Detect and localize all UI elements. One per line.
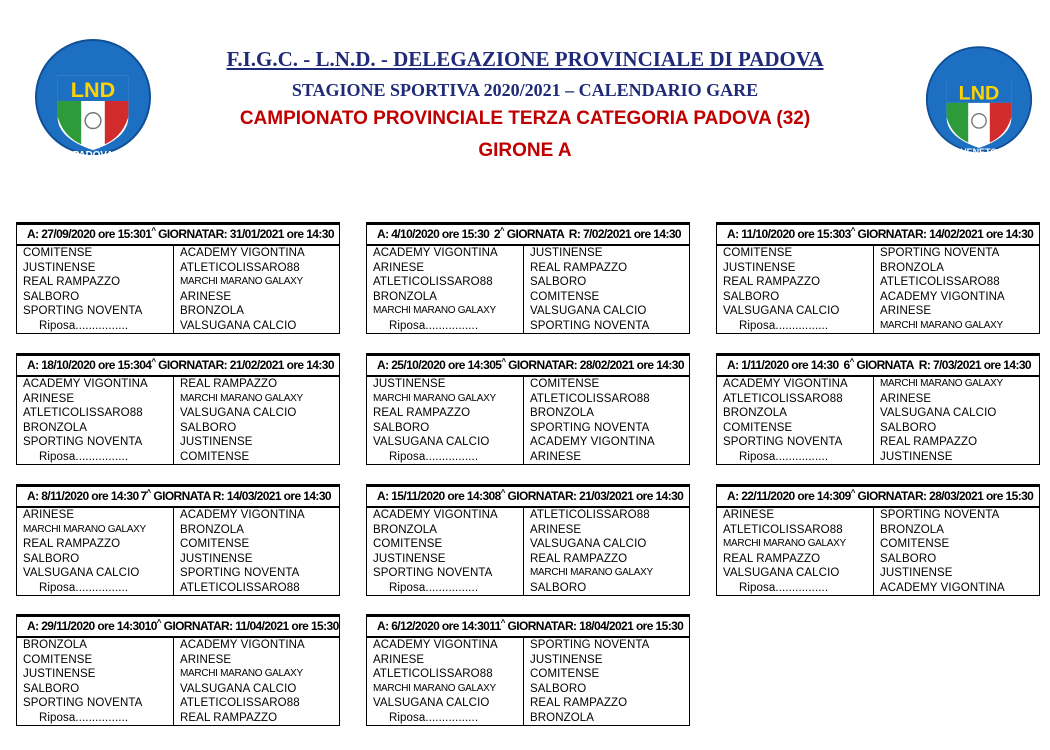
home-team: VALSUGANA CALCIO — [367, 435, 524, 450]
logo-left-text: LND — [70, 77, 116, 103]
home-team: SALBORO — [17, 682, 174, 697]
round-first-leg-date: A: 18/10/2020 ore 15:30 — [27, 357, 146, 372]
match-list — [367, 508, 689, 595]
round-number: 3^ GIORNATA — [844, 226, 915, 241]
round-return-date: R: 31/01/2021 ore 14:30 — [215, 226, 334, 241]
round-return-date: R: 28/03/2021 ore 15:30 — [914, 488, 1034, 503]
home-team: JUSTINENSE — [17, 261, 174, 276]
away-team: SPORTING NOVENTA — [180, 567, 300, 579]
away-team: SPORTING NOVENTA — [530, 319, 650, 332]
round-number: 10^ GIORNATA — [144, 618, 222, 633]
home-team: ATLETICOLISSARO88 — [17, 406, 174, 421]
home-team: JUSTINENSE — [717, 261, 874, 276]
round-box — [16, 222, 340, 334]
home-team: VALSUGANA CALCIO — [17, 566, 174, 581]
round-first-leg-date: A: 4/10/2020 ore 15:30 — [377, 226, 490, 241]
away-team: SPORTING NOVENTA — [530, 421, 650, 434]
season-title: STAGIONE SPORTIVA 2020/2021 – CALENDARIO GARE — [291, 80, 759, 100]
round-header — [17, 615, 339, 638]
home-team: SALBORO — [17, 552, 174, 567]
round-header — [367, 615, 689, 638]
logo-left-caption: PADOVA — [72, 150, 114, 162]
away-team: VALSUGANA CALCIO — [530, 305, 647, 317]
group-title: GIRONE A — [478, 140, 572, 161]
home-team: ACADEMY VIGONTINA — [367, 508, 524, 523]
match-list — [367, 377, 689, 464]
away-team: VALSUGANA CALCIO — [180, 682, 297, 695]
home-team: SPORTING NOVENTA — [17, 696, 174, 711]
away-team: REAL RAMPAZZO — [530, 697, 628, 709]
home-team: Riposa................ — [17, 319, 174, 334]
away-team: ATLETICOLISSARO88 — [530, 509, 650, 521]
home-team: MARCHI MARANO GALAXY — [367, 392, 524, 407]
round-box — [16, 614, 340, 726]
round-number: 8^ GIORNATA — [494, 488, 565, 503]
home-team: JUSTINENSE — [17, 667, 174, 682]
away-team: ARINESE — [180, 290, 232, 303]
home-team: MARCHI MARANO GALAXY — [367, 304, 524, 319]
round-box — [16, 353, 340, 465]
match-list — [367, 638, 689, 725]
home-team: VALSUGANA CALCIO — [717, 566, 874, 581]
home-team: COMITENSE — [17, 653, 174, 668]
home-team: ARINESE — [367, 653, 524, 668]
home-team: MARCHI MARANO GALAXY — [717, 537, 874, 552]
away-team: COMITENSE — [180, 538, 250, 550]
away-team: MARCHI MARANO GALAXY — [180, 276, 303, 287]
home-team: Riposa................ — [367, 450, 524, 465]
home-team: Riposa................ — [17, 581, 174, 596]
away-team: SALBORO — [880, 552, 937, 565]
home-team: BRONZOLA — [367, 523, 524, 538]
round-first-leg-date: A: 22/11/2020 ore 14:30 — [727, 488, 845, 503]
away-team: REAL RAMPAZZO — [530, 552, 628, 565]
home-team: BRONZOLA — [17, 421, 174, 436]
away-team: SALBORO — [880, 421, 937, 434]
away-team: COMITENSE — [530, 378, 600, 390]
round-first-leg-date: A: 8/11/2020 ore 14:30 — [27, 488, 139, 503]
away-team: SPORTING NOVENTA — [880, 247, 1000, 259]
away-team: MARCHI MARANO GALAXY — [880, 319, 1003, 331]
home-team: REAL RAMPAZZO — [367, 406, 524, 421]
home-team: VALSUGANA CALCIO — [367, 696, 524, 711]
home-team: ARINESE — [367, 261, 524, 276]
round-first-leg-date: A: 6/12/2020 ore 14:30 — [377, 618, 490, 633]
home-team: ACADEMY VIGONTINA — [367, 638, 524, 653]
round-return-date: R: 28/02/2021 ore 14:30 — [565, 357, 684, 372]
round-box — [716, 353, 1040, 465]
home-team: ARINESE — [17, 392, 174, 407]
away-team: MARCHI MARANO GALAXY — [180, 668, 303, 679]
away-team: ATLETICOLISSARO88 — [880, 276, 1000, 288]
away-team: REAL RAMPAZZO — [530, 261, 628, 274]
match-list — [367, 246, 689, 333]
away-team: BRONZOLA — [880, 523, 945, 536]
away-team: SPORTING NOVENTA — [530, 639, 650, 651]
away-team: MARCHI MARANO GALAXY — [880, 378, 1003, 389]
away-team: ATLETICOLISSARO88 — [530, 392, 650, 405]
match-list — [717, 508, 1039, 595]
round-box — [716, 222, 1040, 334]
home-team: Riposa................ — [717, 319, 874, 334]
round-return-date: R: 21/03/2021 ore 14:30 — [564, 488, 684, 503]
logo-right-caption: VENETO — [960, 147, 998, 158]
round-box — [366, 484, 690, 596]
home-team: SPORTING NOVENTA — [17, 435, 174, 450]
away-team: BRONZOLA — [880, 261, 945, 274]
round-number: 2^ GIORNATA — [493, 226, 565, 241]
match-list — [17, 377, 339, 464]
home-team: Riposa................ — [717, 581, 874, 596]
away-team: REAL RAMPAZZO — [180, 378, 278, 390]
round-return-date: R: 21/02/2021 ore 14:30 — [215, 357, 334, 372]
home-team: SALBORO — [717, 290, 874, 305]
home-team: SPORTING NOVENTA — [17, 304, 174, 319]
home-team: SALBORO — [367, 421, 524, 436]
round-number: 6^ GIORNATA — [843, 357, 914, 372]
round-first-leg-date: A: 29/11/2020 ore 14:30 — [27, 618, 145, 633]
home-team: ARINESE — [17, 508, 174, 523]
away-team: ACADEMY VIGONTINA — [880, 290, 1005, 303]
away-team: SALBORO — [530, 682, 587, 695]
away-team: ARINESE — [180, 653, 232, 666]
home-team: ACADEMY VIGONTINA — [17, 377, 174, 392]
home-team: COMITENSE — [367, 537, 524, 552]
away-team: JUSTINENSE — [880, 567, 953, 579]
home-team: Riposa................ — [367, 711, 524, 726]
away-team: ARINESE — [880, 305, 932, 317]
round-return-date: R: 14/03/2021 ore 14:30 — [212, 488, 331, 503]
away-team: BRONZOLA — [530, 407, 595, 419]
home-team: REAL RAMPAZZO — [717, 275, 874, 290]
away-team: ARINESE — [530, 523, 582, 536]
away-team: MARCHI MARANO GALAXY — [530, 567, 653, 578]
home-team: MARCHI MARANO GALAXY — [17, 523, 174, 538]
round-return-date: R: 7/03/2021 ore 14:30 — [918, 357, 1031, 372]
home-team: REAL RAMPAZZO — [17, 275, 174, 290]
home-team: ATLETICOLISSARO88 — [367, 667, 524, 682]
round-header — [17, 354, 339, 377]
round-box — [716, 484, 1040, 596]
round-header — [367, 354, 689, 377]
home-team: SPORTING NOVENTA — [367, 566, 524, 581]
round-header — [367, 223, 689, 246]
away-team: ACADEMY VIGONTINA — [180, 639, 305, 651]
away-team: ACADEMY VIGONTINA — [530, 436, 655, 448]
home-team: ATLETICOLISSARO88 — [367, 275, 524, 290]
home-team: SPORTING NOVENTA — [717, 435, 874, 450]
round-return-date: R: 7/02/2021 ore 14:30 — [568, 226, 681, 241]
away-team: REAL RAMPAZZO — [180, 711, 278, 724]
round-header — [717, 485, 1039, 508]
round-box — [366, 222, 690, 334]
home-team: ACADEMY VIGONTINA — [717, 377, 874, 392]
away-team: COMITENSE — [530, 290, 600, 303]
home-team: ACADEMY VIGONTINA — [367, 246, 524, 261]
away-team: JUSTINENSE — [530, 247, 603, 259]
round-header — [17, 223, 339, 246]
round-return-date: R: 18/04/2021 ore 15:30 — [564, 618, 684, 633]
round-number: 5^ GIORNATA — [495, 357, 566, 372]
away-team: VALSUGANA CALCIO — [880, 407, 997, 419]
away-team: ARINESE — [530, 450, 582, 463]
round-first-leg-date: A: 27/09/2020 ore 15:30 — [27, 226, 146, 241]
match-list — [717, 377, 1039, 464]
home-team: BRONZOLA — [367, 290, 524, 305]
away-team: ACADEMY VIGONTINA — [180, 247, 305, 259]
round-first-leg-date: A: 15/11/2020 ore 14:30 — [377, 488, 495, 503]
away-team: ACADEMY VIGONTINA — [180, 509, 305, 521]
match-list — [17, 638, 339, 725]
round-return-date: R: 11/04/2021 ore 15:30 — [221, 618, 339, 633]
away-team: BRONZOLA — [180, 523, 245, 536]
home-team: JUSTINENSE — [367, 377, 524, 392]
home-team: MARCHI MARANO GALAXY — [367, 682, 524, 697]
home-team: COMITENSE — [717, 246, 874, 261]
away-team: ACADEMY VIGONTINA — [880, 581, 1005, 594]
home-team: Riposa................ — [717, 450, 874, 465]
away-team: JUSTINENSE — [180, 552, 253, 565]
round-box — [366, 353, 690, 465]
round-number: 11^ GIORNATA — [489, 618, 565, 633]
away-team: REAL RAMPAZZO — [880, 436, 978, 448]
away-team: SPORTING NOVENTA — [880, 509, 1000, 521]
logo-right-text: LND — [958, 82, 1000, 105]
home-team: BRONZOLA — [717, 406, 874, 421]
home-team: Riposa................ — [367, 581, 524, 596]
match-list — [17, 246, 339, 333]
home-team: Riposa................ — [17, 450, 174, 465]
home-team: ATLETICOLISSARO88 — [717, 523, 874, 538]
away-team: JUSTINENSE — [180, 436, 253, 448]
away-team: ATLETICOLISSARO88 — [180, 261, 300, 274]
away-team: COMITENSE — [530, 668, 600, 680]
away-team: COMITENSE — [880, 538, 950, 550]
round-header — [717, 354, 1039, 377]
away-team: SALBORO — [530, 276, 587, 288]
away-team: JUSTINENSE — [880, 450, 953, 463]
away-team: ATLETICOLISSARO88 — [180, 697, 300, 709]
home-team: Riposa................ — [367, 319, 524, 334]
round-box — [366, 614, 690, 726]
away-team: MARCHI MARANO GALAXY — [180, 392, 303, 404]
home-team: COMITENSE — [717, 421, 874, 436]
away-team: VALSUGANA CALCIO — [180, 319, 297, 332]
home-team: Riposa................ — [17, 711, 174, 726]
match-list — [17, 508, 339, 595]
away-team: ATLETICOLISSARO88 — [180, 581, 300, 594]
round-header — [17, 485, 339, 508]
home-team: REAL RAMPAZZO — [717, 552, 874, 567]
championship-title: CAMPIONATO PROVINCIALE TERZA CATEGORIA PADOVA (32) — [239, 108, 811, 129]
away-team: VALSUGANA CALCIO — [530, 538, 647, 550]
round-number: 1^ GIORNATA — [145, 226, 216, 241]
match-list — [717, 246, 1039, 333]
home-team: COMITENSE — [17, 246, 174, 261]
round-return-date: R: 14/02/2021 ore 14:30 — [914, 226, 1034, 241]
home-team: JUSTINENSE — [367, 552, 524, 567]
home-team: ATLETICOLISSARO88 — [717, 392, 874, 407]
round-number: 9^ GIORNATA — [844, 488, 915, 503]
away-team: VALSUGANA CALCIO — [180, 407, 297, 419]
away-team: ARINESE — [880, 392, 932, 405]
round-number: 4^ GIORNATA — [145, 357, 216, 372]
round-number: 7^ GIORNATA — [140, 488, 211, 503]
home-team: REAL RAMPAZZO — [17, 537, 174, 552]
round-header — [367, 485, 689, 508]
home-team: ARINESE — [717, 508, 874, 523]
round-header — [717, 223, 1039, 246]
away-team: JUSTINENSE — [530, 653, 603, 666]
round-first-leg-date: A: 1/11/2020 ore 14:30 — [727, 357, 839, 372]
home-team: SALBORO — [17, 290, 174, 305]
away-team: SALBORO — [180, 421, 237, 434]
federation-title: F.I.G.C. - L.N.D. - DELEGAZIONE PROVINCIALE DI PADOVA — [226, 47, 824, 71]
round-first-leg-date: A: 25/10/2020 ore 14:30 — [377, 357, 496, 372]
away-team: BRONZOLA — [180, 305, 245, 317]
away-team: COMITENSE — [180, 450, 250, 463]
home-team: VALSUGANA CALCIO — [717, 304, 874, 319]
home-team: BRONZOLA — [17, 638, 174, 653]
away-team: BRONZOLA — [530, 711, 595, 724]
round-box — [16, 484, 340, 596]
round-first-leg-date: A: 11/10/2020 ore 15:30 — [727, 226, 845, 241]
away-team: SALBORO — [530, 581, 587, 594]
